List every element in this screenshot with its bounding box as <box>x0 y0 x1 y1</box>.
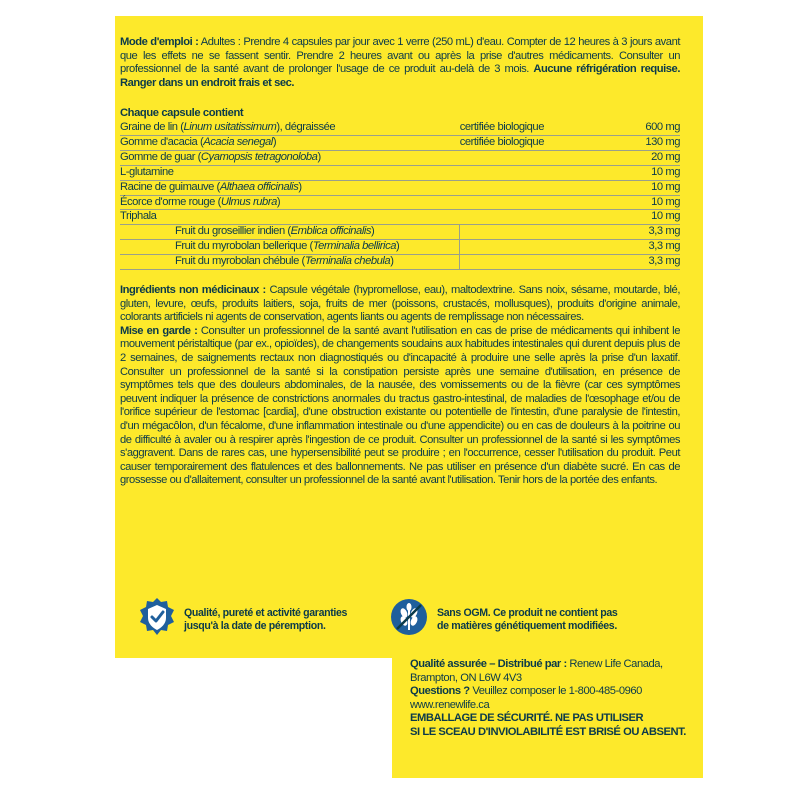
ingredient-certification <box>460 210 631 225</box>
ingredient-row <box>120 210 680 225</box>
questions-line <box>410 685 700 699</box>
distributor-company: Renew Life Canada, <box>566 658 663 670</box>
directions-paragraph <box>120 36 680 90</box>
ingredient-row <box>120 240 680 255</box>
caution-text: Consulter un professionnel de la santé avant l'utilisation en cas de prise de médicaments qui inhibent le mouvement péristaltique (par ex., opioïdes), de changements soudains aux habitudes intestinales qui durent depuis plus de 2 semaines, de saignements rectaux non diagnostiqués ou d'incapacité à produire une selle après la prise d'un laxatif. Consulter un professionnel de la santé si la constipation persiste après une semaine d'utilisation, en présence de symptômes tels que des douleurs abdominales, de la nausée, des vomissements ou de la fièvre (car ces symptômes peuvent indiquer la présence de constrictions anormales du tractus gastro-intestinal, de maladies de l'œsophage et/ou de l'orifice supérieur de l'estomac [cardia], d'une obstruction existante ou potentielle de l'intestin, d'une paralysie de l'intestin, d'un mégacôlon, d'un fécalome, d'une inflammation intestinale ou d'une appendicite) ou en cas de douleurs à la poitrine ou de difficulté à avaler ou à respirer après l'ingestion de ce produit. Consulter un professionnel de la santé si les symptômes s'aggravent. Dans de rares cas, une hypersensibilité peut se produire ; en l'occurrence, cesser l'utilisation du produit. Peut causer temporairement des flatulences et des ballonnements. Ne pas utiliser en présence d'un diabète sucré. En cas de grossesse ou d'allaitement, consulter un professionnel de la santé avant l'utilisation. Tenir hors de la portée des enfants. <box>120 324 680 487</box>
distributor-line <box>410 658 700 672</box>
nonmed-paragraph <box>120 284 680 325</box>
seal-warning-line1: EMBALLAGE DE SÉCURITÉ. NE PAS UTILISER <box>410 712 644 725</box>
ogm-line1: Sans OGM. Ce produit ne contient pas <box>437 606 618 619</box>
ingredient-amount: 10 mg <box>630 165 680 180</box>
ingredient-certification <box>460 195 631 210</box>
ingredient-name-suffix: ) <box>276 195 281 208</box>
ingredient-latin-name: Terminalia chebula <box>304 255 391 268</box>
ingredient-amount: 10 mg <box>630 195 680 210</box>
ingredient-common-name: Triphala <box>120 210 157 223</box>
ingredient-latin-name: Acacia senegal <box>203 135 273 148</box>
ingredients-title: Chaque capsule contient <box>120 107 244 120</box>
ingredient-certification <box>460 255 631 270</box>
ingredient-common-name: Fruit du myrobolan bellerique ( <box>175 240 313 253</box>
ingredient-amount: 20 mg <box>630 150 680 165</box>
questions-label: Questions ? <box>410 685 470 698</box>
badges-row <box>138 597 698 647</box>
ingredient-row <box>120 195 680 210</box>
distributor-block <box>410 658 700 740</box>
directions-text: Adultes : Prendre 4 capsules par jour avec 1 verre (250 mL) d'eau. Compter de 12 heures à 3 jours avant que les effets ne se fassent sentir. Prendre 2 heures avant ou après la prise d'autres médicaments. Consulter un professionnel de la santé avant de prolonger l'usage de ce produit au-delà de 3 mois. <box>120 36 680 76</box>
storage-text: Aucune réfrigération requise. Ranger dans un endroit frais et sec. <box>120 63 680 89</box>
ingredient-certification <box>460 150 631 165</box>
ingredient-common-name: Gomme d'acacia ( <box>120 135 204 148</box>
ingredient-latin-name: Althaea officinalis <box>219 180 299 193</box>
ingredient-common-name: Racine de guimauve ( <box>120 180 220 193</box>
website-link[interactable]: www.renewlife.ca <box>410 698 490 711</box>
ingredient-amount: 600 mg <box>630 121 680 135</box>
ingredient-name-suffix: ), dégraissée <box>276 120 336 133</box>
ingredient-name-suffix: ) <box>298 180 302 193</box>
ingredient-name <box>120 165 460 180</box>
ingredient-amount: 3,3 mg <box>630 255 680 270</box>
ingredient-name-suffix: ) <box>371 225 375 238</box>
ingredient-latin-name: Terminalia bellirica <box>312 240 397 253</box>
ingredient-name-suffix: ) <box>317 150 321 163</box>
ingredient-row <box>120 121 680 135</box>
ogm-badge <box>389 597 617 642</box>
ingredient-certification: certifiée biologique <box>460 121 631 135</box>
ingredient-latin-name: Ulmus rubra <box>220 195 277 208</box>
ingredient-row <box>120 225 680 240</box>
ingredient-common-name: Fruit du groseillier indien ( <box>175 225 291 238</box>
seal-warning-line2: SI LE SCEAU D'INVIOLABILITÉ EST BRISÉ OU ABSENT. <box>410 725 686 738</box>
ingredient-name <box>120 240 460 255</box>
directions-label: Mode d'emploi : <box>120 36 199 48</box>
ingredient-name-suffix: ) <box>396 240 400 253</box>
distributor-label: Qualité assurée – Distribué par : <box>410 658 567 670</box>
ingredient-amount: 10 mg <box>630 210 680 225</box>
ingredient-amount: 3,3 mg <box>630 240 680 255</box>
ingredient-row <box>120 135 680 150</box>
ingredient-name <box>120 225 460 240</box>
ingredient-common-name: Gomme de guar ( <box>120 150 201 163</box>
ingredient-common-name: Graine de lin ( <box>120 120 184 133</box>
nonmed-label: Ingrédients non médicinaux : <box>120 284 266 297</box>
ingredient-latin-name: Cyamopsis tetragonoloba <box>200 150 318 163</box>
check-shield-icon <box>138 597 176 642</box>
label-content <box>120 36 680 488</box>
quality-badge <box>138 597 347 642</box>
distributor-address: Brampton, ON L6W 4V3 <box>410 671 522 684</box>
ingredient-row <box>120 165 680 180</box>
non-gmo-icon <box>389 597 429 642</box>
ingredient-name <box>120 121 460 135</box>
ingredient-amount: 3,3 mg <box>630 225 680 240</box>
ingredient-common-name: Fruit du myrobolan chébule ( <box>175 255 305 268</box>
ingredient-common-name: Écorce d'orme rouge ( <box>120 195 221 208</box>
ingredient-name <box>120 195 460 210</box>
ingredient-common-name: L-glutamine <box>120 165 174 178</box>
ingredient-row <box>120 180 680 195</box>
ingredient-row <box>120 255 680 270</box>
ingredient-name <box>120 135 460 150</box>
ingredient-name <box>120 180 460 195</box>
ingredient-amount: 130 mg <box>630 135 680 150</box>
caution-label: Mise en garde : <box>120 324 198 337</box>
ingredient-name <box>120 150 460 165</box>
ingredient-latin-name: Linum usitatissimum <box>183 120 277 133</box>
ingredient-certification <box>460 165 631 180</box>
ingredient-amount: 10 mg <box>630 180 680 195</box>
ingredient-name <box>120 210 460 225</box>
nonmed-text: Capsule végétale (hypromellose, eau), maltodextrine. Sans noix, sésame, moutarde, blé, gluten, levure, œufs, produits laitiers, soja, fruits de mer (poissons, crustacés, mollusques), produits d'origine animale, colorants artificiels ni agents de conservation, agents liants ou agents de remplissage non nécessaires. <box>120 284 680 324</box>
ingredient-certification <box>460 225 631 240</box>
ingredient-certification: certifiée biologique <box>460 135 631 150</box>
questions-phone: Veuillez composer le 1-800-485-0960 <box>469 685 642 698</box>
quality-line2: jusqu'à la date de péremption. <box>184 619 326 632</box>
ingredients-table <box>120 121 680 270</box>
ingredient-row <box>120 150 680 165</box>
ingredient-name <box>120 255 460 270</box>
ingredient-name-suffix: ) <box>390 255 394 268</box>
quality-line1: Qualité, pureté et activité garanties <box>184 606 348 619</box>
ingredient-name-suffix: ) <box>272 135 277 148</box>
caution-paragraph <box>120 325 680 488</box>
ogm-line2: de matières génétiquement modifiées. <box>437 619 617 632</box>
ingredient-certification <box>460 180 631 195</box>
ingredient-certification <box>460 240 631 255</box>
ingredient-latin-name: Emblica officinalis <box>290 225 372 238</box>
